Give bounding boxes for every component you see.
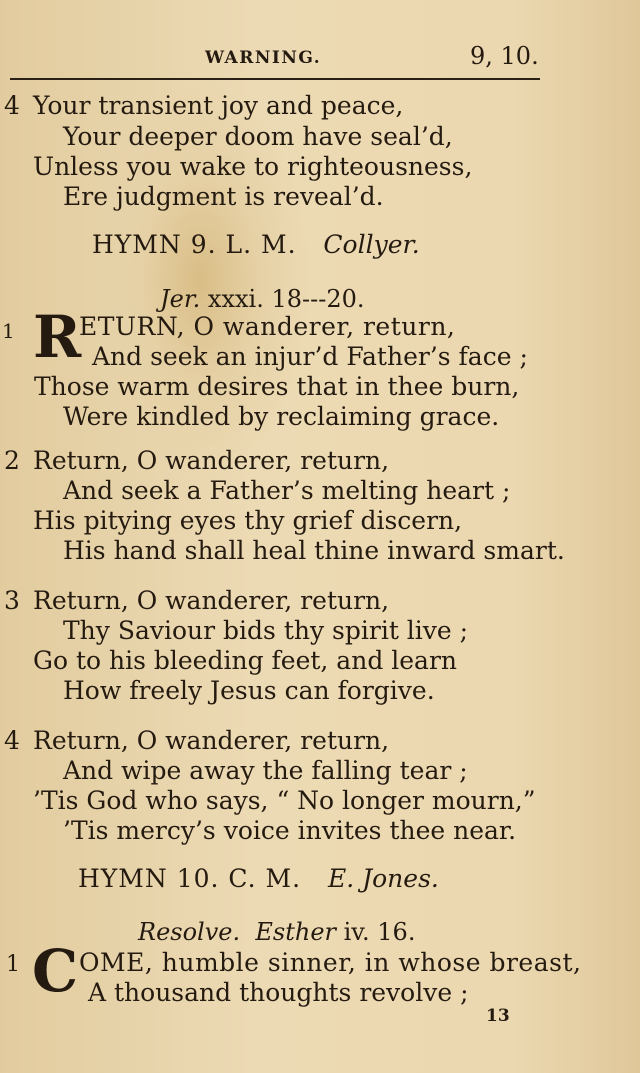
hymn-9-heading xyxy=(92,230,420,259)
verse-line: His pitying eyes thy grief discern, xyxy=(33,506,463,535)
verse-line: A thousand thoughts revolve ; xyxy=(88,978,469,1007)
stanza-number: 4 xyxy=(4,726,20,755)
verse-line: Return, O wanderer, return, xyxy=(33,726,390,755)
verse-line: How freely Jesus can forgive. xyxy=(63,676,435,705)
verse-line: OME, humble sinner, in whose breast, xyxy=(79,948,582,977)
drop-cap: C xyxy=(32,937,79,1005)
hymn-title: HYMN 9. L. M. xyxy=(92,230,297,259)
hymn-number-range: 9, 10. xyxy=(470,42,539,70)
verse-line: Go to his bleeding feet, and learn xyxy=(33,646,458,675)
verse-line: Return, O wanderer, return, xyxy=(33,446,390,475)
verse-line: ’Tis mercy’s voice invites thee near. xyxy=(63,816,517,845)
verse-line: And wipe away the falling tear ; xyxy=(63,756,468,785)
hymn-author: E. Jones. xyxy=(327,864,439,893)
hymn-title: HYMN 10. C. M. xyxy=(78,864,302,893)
hymn-10-heading xyxy=(78,864,439,893)
verse-line: And seek an injur’d Father’s face ; xyxy=(92,342,528,371)
drop-cap: R xyxy=(33,303,82,371)
verse-line: Were kindled by reclaiming grace. xyxy=(63,402,500,431)
scripture-reference xyxy=(138,918,415,946)
verse-line: Ere judgment is reveal’d. xyxy=(63,182,384,211)
header-rule xyxy=(10,78,540,80)
verse-line: Return, O wanderer, return, xyxy=(33,586,390,615)
verse-line: His hand shall heal thine inward smart. xyxy=(63,536,565,565)
verse-line: And seek a Father’s melting heart ; xyxy=(63,476,511,505)
reference-book: Esther xyxy=(255,918,336,946)
stanza-number: 1 xyxy=(2,319,15,343)
reference-theme: Resolve. xyxy=(138,918,241,946)
page-header xyxy=(0,42,640,76)
verse-line: ETURN, O wanderer, return, xyxy=(79,312,456,341)
verse-line: Your transient joy and peace, xyxy=(33,91,404,120)
scripture-reference xyxy=(160,285,365,313)
reference-chapter-verse: xxxi. 18---20. xyxy=(200,285,365,313)
running-title: WARNING. xyxy=(205,48,322,68)
reference-chapter-verse: iv. 16. xyxy=(336,918,416,946)
hymn-author: Collyer. xyxy=(323,230,420,259)
stanza-number: 3 xyxy=(4,586,20,615)
verse-line: ’Tis God who says, “ No longer mourn,” xyxy=(33,786,536,815)
signature-mark: 13 xyxy=(486,1006,510,1026)
stanza-number: 1 xyxy=(6,952,20,977)
stanza-number: 4 xyxy=(4,91,20,120)
verse-line: Your deeper doom have seal’d, xyxy=(63,122,453,151)
verse-line: Those warm desires that in thee burn, xyxy=(34,372,520,401)
verse-line: Unless you wake to righteousness, xyxy=(33,152,473,181)
stanza-number: 2 xyxy=(4,446,20,475)
verse-line: Thy Saviour bids thy spirit live ; xyxy=(63,616,469,645)
reference-book: Jer. xyxy=(160,285,201,313)
